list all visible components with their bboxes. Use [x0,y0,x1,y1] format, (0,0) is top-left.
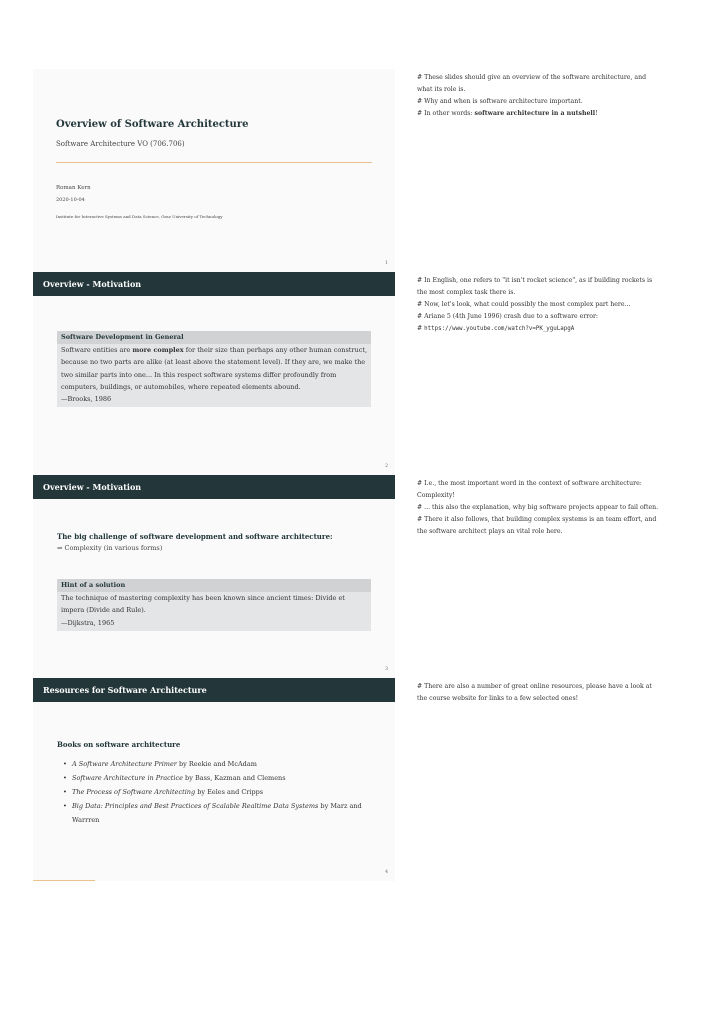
block-title: Hint of a solution [57,579,371,592]
block-body [57,592,371,631]
motivation-slide-2 [33,475,395,678]
speaker-notes-1 [417,72,662,120]
list-item [63,785,363,799]
block-body [57,344,371,407]
title-slide [33,69,395,272]
presentation-subtitle: Software Architecture VO (706.706) [56,140,185,148]
note-line: # There it also follows, that building complex systems is an team effort, and the software architect plays an vital role here. [417,516,657,535]
quote-block [57,331,371,407]
book-title: A Software Architecture Primer [72,760,177,768]
presentation-title: Overview of Software Architecture [56,119,249,130]
book-title: Big Data: Principles and Best Practices of Scalable Realtime Data Systems [72,802,319,810]
challenge-subline: ⇒ Complexity (in various forms) [57,544,163,552]
note-line: # I.e., the most important word in the context of software architecture: Complexity! [417,480,642,499]
solution-text: The technique of mastering complexity has been known since ancient times: Divide et impera (Divide and Rule). [61,594,345,615]
note-line: # Now, let's look, what could possibly the most complex part here... [417,301,631,308]
book-title: The Process of Software Architecting [72,788,196,796]
note-line: # Ariane 5 (4th June 1996) crash due to a software error: [417,313,598,320]
solution-attribution: —Dijkstra, 1965 [61,618,115,627]
book-title: Software Architecture in Practice [72,774,183,782]
book-authors: by Marz and Warrren [72,802,362,824]
author-name: Roman Kern [56,185,91,191]
note-text: # [417,325,425,332]
resources-slide [33,678,395,881]
book-list [63,757,363,827]
title-divider [56,162,372,163]
motivation-slide-1 [33,272,395,475]
quote-text-post: for their size than perhaps any other human construct, because no two parts are alike (at least above the statement level). If they are, we make the two similar parts into one... In this respect software systems differ profoundly from computers, buildings, or automobiles, where repeated elements abound. [61,346,368,391]
note-emphasis: software architecture in a nutshell [474,110,596,117]
note-text: # In other words: [417,110,475,117]
solution-block [57,579,371,631]
list-item [63,757,363,771]
challenge-heading: The big challenge of software development and software architecture: [57,532,333,541]
book-authors: by Eeles and Cripps [195,788,264,796]
note-line [417,108,662,120]
speaker-notes-3 [417,478,662,538]
progress-bar [33,880,95,881]
note-line: # In English, one refers to "it isn't rocket science", as if building rockets is the most complex task there is. [417,277,653,296]
page-number: 4 [385,870,388,875]
slide-title-bar: Overview - Motivation [33,475,395,499]
page-number: 2 [385,464,388,469]
institute-name: Institute for Interactive Systems and Data Science, Graz University of Technology [56,214,223,219]
speaker-notes-4 [417,681,662,705]
note-line: # These slides should give an overview of the software architecture, and what its role is. [417,74,647,93]
video-link[interactable]: https://www.youtube.com/watch?v=PK_yguLapgA [424,326,575,332]
note-line: # Why and when is software architecture important. [417,98,583,105]
page-number: 1 [385,261,388,266]
note-line [417,323,662,335]
quote-attribution: —Brooks, 1986 [61,395,112,404]
block-title: Software Development in General [57,331,371,344]
list-item [63,771,363,785]
note-line: # There are also a number of great online resources, please have a look at the course website for links to a few selected ones! [417,683,652,702]
note-text: ! [595,110,598,117]
slide-title-bar: Resources for Software Architecture [33,678,395,702]
book-authors: by Reekie and McAdam [176,760,257,768]
speaker-notes-2 [417,275,662,335]
quote-emphasis: more complex [132,346,184,354]
book-authors: by Bass, Kazman and Clemens [182,774,286,782]
note-line: # ... this also the explanation, why big software projects appear to fail often. [417,504,659,511]
presentation-date: 2020-10-04 [56,197,85,203]
books-heading: Books on software architecture [57,740,181,749]
list-item [63,799,363,827]
quote-text-pre: Software entities are [61,346,133,354]
page-number: 3 [385,667,388,672]
slide-title-bar: Overview - Motivation [33,272,395,296]
